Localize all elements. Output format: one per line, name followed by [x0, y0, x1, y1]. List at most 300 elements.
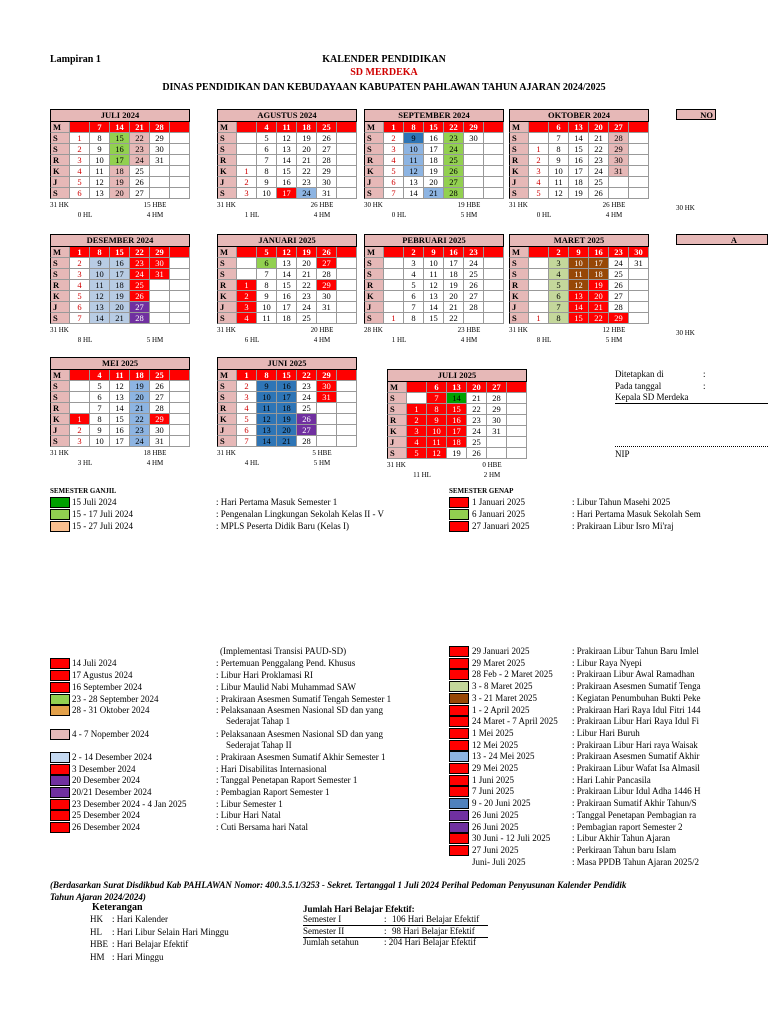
date-cell: 29	[317, 370, 337, 381]
date-cell: 24	[444, 144, 464, 155]
day-label: M	[509, 247, 529, 258]
day-label: S	[509, 313, 529, 324]
summary-value: 31 HK	[50, 201, 69, 209]
legend-desc: : Hari Pertama Masuk Semester 1	[216, 497, 338, 507]
date-cell: 5	[70, 291, 90, 302]
month-summary-2	[50, 335, 190, 345]
month-summary-2	[217, 210, 357, 220]
legend-swatch	[449, 728, 469, 739]
date-cell: 22	[297, 166, 317, 177]
week-row	[387, 393, 527, 404]
date-cell	[317, 414, 337, 425]
date-cell: 26	[444, 166, 464, 177]
date-cell: 3	[237, 392, 257, 403]
date-cell: 22	[130, 133, 150, 144]
date-cell: 23	[297, 291, 317, 302]
date-cell	[484, 144, 504, 155]
date-cell: 7	[70, 313, 90, 324]
legend-date: 29 Maret 2025	[472, 657, 525, 668]
date-cell: 18	[110, 166, 130, 177]
legend-date: 7 Juni 2025	[472, 786, 515, 797]
date-cell: 28	[487, 393, 507, 404]
date-cell: 15	[277, 166, 297, 177]
day-label: J	[217, 177, 237, 188]
week-row	[217, 258, 357, 269]
week-row	[217, 302, 357, 313]
legend-swatch	[449, 509, 469, 520]
date-cell: 3	[549, 258, 569, 269]
date-cell: 15	[277, 370, 297, 381]
date-cell	[237, 155, 257, 166]
date-cell: 20	[589, 291, 609, 302]
date-cell: 10	[90, 155, 110, 166]
date-cell: 25	[467, 437, 487, 448]
date-cell: 5	[237, 414, 257, 425]
summary-value: 4 HL	[244, 459, 260, 467]
date-cell: 27	[317, 144, 337, 155]
month-2	[364, 109, 504, 220]
date-cell	[337, 392, 357, 403]
legend-swatch	[449, 810, 469, 821]
week-row	[387, 404, 527, 415]
month-0	[50, 109, 190, 220]
date-cell: 11	[569, 269, 589, 280]
date-cell: 13	[424, 291, 444, 302]
date-cell	[629, 133, 649, 144]
date-cell: 7	[549, 133, 569, 144]
summary-value: 0 HL	[391, 211, 407, 219]
date-cell: 12	[90, 291, 110, 302]
date-cell: 5	[70, 177, 90, 188]
week-row	[509, 155, 649, 166]
legend-date: 13 - 24 Mei 2025	[472, 751, 535, 762]
date-cell: 23	[464, 247, 484, 258]
date-cell: 26	[297, 414, 317, 425]
date-cell	[170, 436, 190, 447]
summary-value: 19 HBE	[457, 201, 481, 209]
date-cell	[337, 188, 357, 199]
week-row	[217, 425, 357, 436]
date-cell	[317, 436, 337, 447]
date-cell: 10	[257, 302, 277, 313]
date-cell: 23	[297, 381, 317, 392]
date-cell: 8	[549, 313, 569, 324]
week-row	[217, 436, 357, 447]
date-cell	[484, 133, 504, 144]
day-label: M	[50, 122, 70, 133]
date-cell: 18	[589, 269, 609, 280]
week-row	[387, 437, 527, 448]
date-cell: 7	[257, 155, 277, 166]
day-label: S	[509, 133, 529, 144]
week-row	[217, 122, 357, 133]
date-cell: 26	[464, 280, 484, 291]
date-cell: 7	[427, 393, 447, 404]
date-cell: 1	[237, 280, 257, 291]
week-row	[50, 414, 190, 425]
week-row	[50, 122, 190, 133]
week-row	[217, 133, 357, 144]
week-row	[364, 247, 504, 258]
date-cell: 4	[237, 313, 257, 324]
date-cell: 14	[569, 302, 589, 313]
implementasi-note: (Implementasi Transisi PAUD-SD)	[220, 646, 347, 656]
date-cell: 15	[110, 133, 130, 144]
date-cell	[507, 404, 527, 415]
date-cell	[484, 258, 504, 269]
month-4	[50, 234, 190, 345]
jumlah-title: Jumlah Hari Belajar Efektif:	[303, 904, 415, 914]
date-cell: 9	[427, 415, 447, 426]
date-cell	[529, 269, 549, 280]
date-cell: 7	[549, 302, 569, 313]
legend-date: 26 Desember 2024	[72, 822, 140, 832]
legend-date: 3 Desember 2024	[72, 764, 136, 774]
date-cell	[507, 426, 527, 437]
legend-swatch	[449, 646, 469, 657]
date-cell	[529, 122, 549, 133]
jumlah-value: 106 Hari Belajar Efektif	[392, 914, 480, 924]
week-row	[50, 370, 190, 381]
date-cell: 6	[237, 425, 257, 436]
date-cell	[170, 425, 190, 436]
week-row	[509, 122, 649, 133]
date-cell: 3	[70, 269, 90, 280]
week-row	[364, 166, 504, 177]
date-cell: 29	[609, 144, 629, 155]
week-row	[50, 166, 190, 177]
date-cell: 6	[549, 122, 569, 133]
date-cell: 24	[589, 166, 609, 177]
date-cell	[337, 155, 357, 166]
date-cell: 20	[277, 425, 297, 436]
day-label: S	[50, 133, 70, 144]
summary-value: 8 HL	[536, 336, 552, 344]
date-cell: 17	[110, 436, 130, 447]
date-cell: 24	[130, 155, 150, 166]
date-cell: 26	[130, 177, 150, 188]
sign-place-colon: :	[703, 369, 706, 379]
date-cell: 30	[150, 144, 170, 155]
legend-desc: : MPLS Peserta Didik Baru (Kelas I)	[216, 521, 349, 531]
week-row	[364, 188, 504, 199]
date-cell	[384, 258, 404, 269]
date-cell: 25	[317, 122, 337, 133]
date-cell	[464, 313, 484, 324]
date-cell: 17	[444, 258, 464, 269]
date-cell: 29	[150, 247, 170, 258]
summary-value: 4 HM	[605, 211, 623, 219]
month-summary	[217, 325, 357, 335]
date-cell: 13	[569, 291, 589, 302]
date-cell	[529, 247, 549, 258]
summary-value: 18 HBE	[143, 449, 167, 457]
date-cell	[337, 258, 357, 269]
date-cell: 30	[150, 258, 170, 269]
date-cell	[464, 188, 484, 199]
summary-value: 0 HL	[536, 211, 552, 219]
date-cell: 25	[150, 370, 170, 381]
keterangan-key: HK	[90, 914, 103, 924]
date-cell	[170, 269, 190, 280]
legend-date: 6 Januari 2025	[472, 509, 525, 519]
summary-value: 23 HBE	[457, 326, 481, 334]
date-cell: 30	[487, 415, 507, 426]
date-cell: 30	[317, 291, 337, 302]
week-row	[50, 133, 190, 144]
day-label: K	[217, 414, 237, 425]
week-row	[50, 436, 190, 447]
date-cell	[507, 448, 527, 459]
date-cell: 11	[90, 280, 110, 291]
legend-desc: : Pembagian raport Semester 2	[572, 821, 683, 832]
week-row	[50, 144, 190, 155]
day-label: S	[50, 144, 70, 155]
legend-swatch	[449, 521, 469, 532]
date-cell: 5	[384, 166, 404, 177]
date-cell	[237, 258, 257, 269]
month-6	[364, 234, 504, 345]
week-row	[509, 166, 649, 177]
date-cell	[150, 177, 170, 188]
week-row	[509, 269, 649, 280]
date-cell	[70, 403, 90, 414]
legend-date: 15 - 17 Juli 2024	[72, 509, 134, 519]
date-cell: 12	[277, 247, 297, 258]
date-cell: 28	[609, 302, 629, 313]
summary-value: 31 HK	[217, 449, 236, 457]
summary-value: 4 HM	[146, 459, 164, 467]
date-cell	[337, 280, 357, 291]
date-cell	[484, 155, 504, 166]
summary-value: 20 HBE	[310, 326, 334, 334]
date-cell: 18	[424, 155, 444, 166]
legend-swatch	[50, 497, 70, 508]
day-label: M	[364, 247, 384, 258]
day-label: S	[509, 188, 529, 199]
date-cell: 14	[277, 155, 297, 166]
date-cell	[384, 280, 404, 291]
date-cell: 23	[467, 415, 487, 426]
day-label: M	[50, 370, 70, 381]
date-cell	[337, 247, 357, 258]
month-7	[509, 234, 649, 345]
date-cell: 27	[130, 302, 150, 313]
summary-value: 31 HK	[509, 326, 528, 334]
day-label: J	[50, 425, 70, 436]
week-row	[217, 155, 357, 166]
date-cell: 14	[447, 393, 467, 404]
date-cell: 8	[257, 166, 277, 177]
date-cell	[170, 403, 190, 414]
date-cell	[629, 313, 649, 324]
week-row	[364, 177, 504, 188]
date-cell: 17	[424, 144, 444, 155]
date-cell: 15	[569, 144, 589, 155]
footnote-line2: Tahun Ajaran 2024/2024)	[50, 892, 146, 902]
date-cell: 22	[297, 280, 317, 291]
date-cell	[170, 177, 190, 188]
date-cell: 19	[297, 133, 317, 144]
date-cell	[170, 258, 190, 269]
date-cell: 11	[257, 313, 277, 324]
legend-date: 20 Desember 2024	[72, 775, 140, 785]
date-cell: 3	[70, 436, 90, 447]
month-summary-2	[509, 335, 649, 345]
date-cell	[407, 382, 427, 393]
day-label: J	[364, 177, 384, 188]
date-cell: 7	[90, 122, 110, 133]
week-row	[217, 370, 357, 381]
date-cell: 3	[529, 166, 549, 177]
date-cell: 10	[257, 188, 277, 199]
month-10	[387, 369, 527, 480]
legend-date: 28 Feb - 2 Maret 2025	[472, 669, 553, 680]
date-cell: 18	[569, 177, 589, 188]
legend-swatch	[50, 775, 70, 786]
date-cell: 25	[589, 177, 609, 188]
week-row	[364, 133, 504, 144]
date-cell: 20	[444, 291, 464, 302]
week-row	[50, 177, 190, 188]
date-cell: 20	[110, 188, 130, 199]
date-cell: 24	[297, 188, 317, 199]
legend-swatch	[50, 670, 70, 681]
day-label: S	[217, 188, 237, 199]
legend-desc: : Kegiatan Penumbuhan Bukti Peke	[572, 692, 701, 703]
day-label: S	[364, 269, 384, 280]
month-8	[50, 357, 190, 468]
day-label: J	[364, 302, 384, 313]
legend-desc: : Pertemuan Penggalang Pend. Khusus	[216, 658, 356, 668]
legend-desc: : Prakiraan Libur Isro Mi'raj	[572, 521, 674, 531]
week-row	[217, 414, 357, 425]
day-label: S	[509, 144, 529, 155]
footnote-line1: (Berdasarkan Surat Disdikbud Kab PAHLAWAN Nomor: 400.3.5.1/3253 - Sekret. Tertanggal 1 Juli 2024 Perihal Pedoman Penyusunan Kalender Pendidik	[50, 880, 627, 890]
legend-date: 15 - 27 Juli 2024	[72, 521, 134, 531]
date-cell: 6	[257, 144, 277, 155]
date-cell: 22	[130, 247, 150, 258]
date-cell: 26	[130, 291, 150, 302]
date-cell: 16	[277, 381, 297, 392]
date-cell: 7	[257, 269, 277, 280]
date-cell	[464, 166, 484, 177]
november-partial-header: NO	[676, 109, 768, 120]
week-row	[509, 247, 649, 258]
date-cell	[629, 291, 649, 302]
date-cell: 28	[130, 313, 150, 324]
week-row	[50, 381, 190, 392]
day-label: S	[217, 436, 237, 447]
legend-desc: : Libur Raya Nyepi	[572, 657, 642, 668]
week-row	[364, 269, 504, 280]
date-cell: 3	[237, 302, 257, 313]
day-label: S	[217, 133, 237, 144]
date-cell: 28	[297, 436, 317, 447]
month-summary	[217, 448, 357, 458]
day-label: K	[217, 291, 237, 302]
date-cell: 2	[549, 247, 569, 258]
date-cell	[317, 425, 337, 436]
legend-desc: : Prakiraan Asesmen Sumatif Tengah Semester 1	[216, 694, 392, 704]
summary-value: 26 HBE	[602, 201, 626, 209]
legend-date: 27 Januari 2025	[472, 521, 530, 531]
legend-desc: : Prakiraan Libur Tahun Baru Imlel	[572, 646, 699, 656]
legend-desc: : Cuti Bersama hari Natal	[216, 822, 308, 832]
date-cell: 22	[467, 404, 487, 415]
date-cell: 6	[404, 291, 424, 302]
date-cell: 24	[130, 436, 150, 447]
date-cell	[629, 144, 649, 155]
month-name: JUNI 2025	[217, 357, 357, 370]
date-cell: 2	[237, 291, 257, 302]
date-cell	[337, 436, 357, 447]
date-cell: 31	[150, 269, 170, 280]
date-cell: 1	[529, 313, 549, 324]
week-row	[50, 258, 190, 269]
date-cell: 11	[549, 177, 569, 188]
date-cell: 23	[130, 144, 150, 155]
jumlah-value: : 204 Hari Belajar Efektif	[384, 937, 476, 947]
sign-title: Kepala SD Merdeka	[615, 392, 689, 402]
date-cell: 3	[384, 144, 404, 155]
date-cell: 7	[384, 188, 404, 199]
week-row	[50, 302, 190, 313]
date-cell: 31	[629, 258, 649, 269]
sign-date: Pada tanggal	[615, 381, 662, 391]
summary-value: 4 HM	[146, 211, 164, 219]
legend-date: 1 Januari 2025	[472, 497, 525, 507]
date-cell	[507, 382, 527, 393]
date-cell: 13	[90, 188, 110, 199]
date-cell	[529, 291, 549, 302]
day-label: R	[50, 403, 70, 414]
date-cell: 5	[90, 381, 110, 392]
legend-desc: : Libur Semester 1	[216, 799, 283, 809]
date-cell: 22	[589, 144, 609, 155]
month-name: JULI 2024	[50, 109, 190, 122]
date-cell	[170, 381, 190, 392]
date-cell: 10	[569, 258, 589, 269]
date-cell	[150, 166, 170, 177]
date-cell: 29	[487, 404, 507, 415]
date-cell: 21	[297, 155, 317, 166]
date-cell	[629, 269, 649, 280]
legend-date: 4 - 7 Nopember 2024	[72, 729, 149, 739]
legend-date: 3 - 8 Maret 2025	[472, 681, 533, 692]
date-cell: 11	[257, 403, 277, 414]
date-cell	[337, 144, 357, 155]
legend-date: 29 Januari 2025	[472, 646, 530, 656]
date-cell: 27	[130, 188, 150, 199]
date-cell: 23	[130, 425, 150, 436]
legend-desc: : Masa PPDB Tahun Ajaran 2025/2	[572, 856, 699, 867]
week-row	[387, 415, 527, 426]
day-label: S	[364, 188, 384, 199]
week-row	[509, 177, 649, 188]
date-cell	[170, 247, 190, 258]
date-cell	[337, 313, 357, 324]
date-cell: 5	[257, 247, 277, 258]
day-label: J	[50, 302, 70, 313]
date-cell: 4	[70, 280, 90, 291]
day-label: R	[217, 280, 237, 291]
date-cell: 4	[237, 403, 257, 414]
legend-swatch	[50, 705, 70, 716]
week-row	[50, 269, 190, 280]
legend-swatch	[449, 751, 469, 762]
date-cell: 15	[110, 247, 130, 258]
